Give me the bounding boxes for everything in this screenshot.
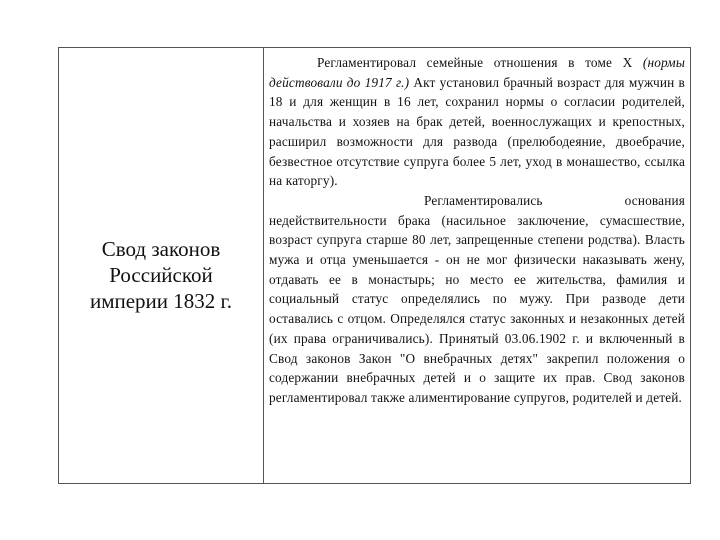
- table-cell-description: [264, 48, 690, 483]
- law-code-title-line: Российской: [109, 262, 213, 287]
- law-code-title-line: империи 1832 г.: [89, 288, 233, 313]
- table-cell-title: [59, 48, 264, 483]
- paragraph-2: Регламентировались основания недействительности брака (насильное заключение, сумасшествие, возраст супруга старше 80 лет, запрещенные степени родства). Власть мужа и отца уменьшается - он не мог физически наказывать жену, отдавать ее в монастырь; но место ее жительства, фамилия и социальный статус определялись по мужу. При разводе дети оставались с отцом. Определялся статус законных и незаконных детей (их права ограничивались). Принятый 03.06.1902 г. и включенный в Свод законов Закон "О внебрачных детях" закрепил положения о содержании внебрачных детей и о защите их прав. Свод законов регламентировал также алиментирование супругов, родителей и детей.: [269, 192, 685, 405]
- document-table: [58, 47, 691, 484]
- law-code-title: [71, 236, 251, 314]
- paragraph-1-rest: Акт установил брачный возраст для мужчин в 18 и для женщин в 16 лет, сохранил нормы о согласии родителей, начальства и хозяев на брак детей, военнослужащих и крепостных, расширил возможности для развода (прелюбодеяние, двоебрачие, безвестное отсутствие супруга более 5 лет, уход в монашество, ссылка на каторгу).: [269, 74, 685, 189]
- description-text: [269, 53, 685, 408]
- paragraph-1-start: Регламентировал семейные отношения в томе X: [317, 55, 633, 70]
- law-code-title-line: Свод законов: [101, 236, 221, 261]
- paragraph-1-note: (нормы действовали до 1917 г.): [269, 55, 685, 90]
